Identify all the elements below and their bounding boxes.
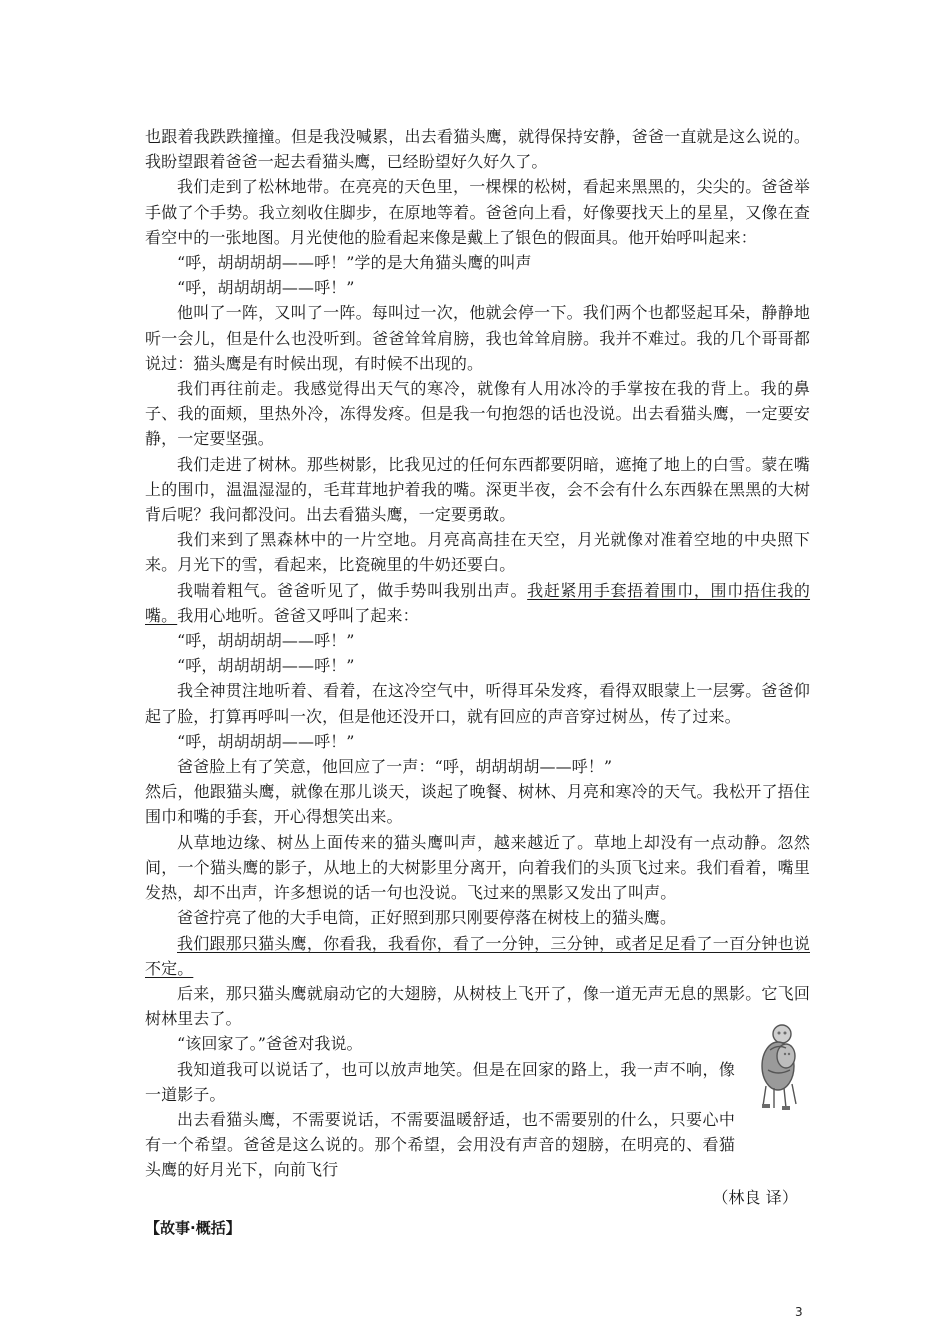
paragraph: 爸爸拧亮了他的大手电筒，正好照到那只刚要停落在树枝上的猫头鹰。 [177, 908, 677, 928]
paragraph: 我们再往前走。我感觉得出天气的寒冷，就像有人用冰冷的手掌按在我的背上。我的鼻子、我的面颊，里热外冷，冻得发疼。但是我一句抱怨的话也没说。出去看猫头鹰，一定要安静，一定要坚强。 [145, 379, 810, 449]
translator-credit: （林良 译） [712, 1187, 798, 1207]
paragraph: “呼，胡胡胡胡——呼！” [177, 278, 355, 298]
paragraph: “呼，胡胡胡胡——呼！” [177, 656, 355, 676]
paragraph: 他叫了一阵，又叫了一阵。每叫过一次，他就会停一下。我们两个也都竖起耳朵，静静地听一会儿，但是什么也没听到。爸爸耸耸肩膀，我也耸耸肩膀。我并不难过。我的几个哥哥都说过：猫头鹰是有时候出现，有时候不出现的。 [145, 303, 810, 373]
paragraph: 爸爸脸上有了笑意，他回应了一声：“呼，胡胡胡胡——呼！” [177, 757, 613, 777]
paragraph: 后来，那只猫头鹰就扇动它的大翅膀，从树枝上飞开了，像一道无声无息的黑影。它飞回树林里去了。 [145, 983, 810, 1029]
section-heading: 【故事·概括】 [145, 1218, 241, 1237]
paragraph: 我们来到了黑森林中的一片空地。月亮高高挂在天空，月光就像对准着空地的中央照下来。月光下的雪，看起来，比瓷碗里的牛奶还要白。 [145, 530, 810, 575]
sentence: 我用心地听。爸爸又呼叫了起来： [177, 605, 419, 625]
paragraph: 我知道我可以说话了，也可以放声地笑。但是在回家的路上，我一声不响，像一道影子。 [145, 1059, 735, 1104]
paragraph: 我们走进了树林。那些树影，比我见过的任何东西都要阴暗，遮掩了地上的白雪。蒙在嘴上的围巾，温温湿湿的，毛茸茸地护着我的嘴。深更半夜，会不会有什么东西躲在黑黑的大树背后呢？我问都没问。出去看猫头鹰，一定要勇敢。 [145, 454, 810, 525]
paragraph: 出去看猫头鹰，不需要说话，不需要温暖舒适，也不需要别的什么，只要心中有一个希望。爸爸是这么说的。那个希望，会用没有声音的翅膀，在明亮的、看猫头鹰的好月光下，向前飞行 [145, 1109, 735, 1180]
paragraph: “呼，胡胡胡胡——呼！” [177, 731, 355, 751]
paragraph: 从草地边缘、树丛上面传来的猫头鹰叫声，越来越近了。草地上却没有一点动静。忽然间，一个猫头鹰的影子，从地上的大树影里分离开，向着我们的头顶飞过来。我们看着，嘴里发热，却不出声，许多想说的话一句也没说。飞过来的黑影又发出了叫声。 [145, 832, 810, 903]
sentence: 我喘着粗气。爸爸听见了，做手势叫我别出声。 [177, 580, 528, 600]
story-text [145, 124, 810, 1240]
paragraph: 然后，他跟猫头鹰，就像在那儿谈天，谈起了晚餐、树林、月亮和寒冷的天气。我松开了捂住围巾和嘴的手套，开心得想笑出来。 [145, 782, 810, 827]
underlined-sentence: 我们跟那只猫头鹰，你看我，我看你，看了一分钟，三分钟，或者足足看了一百分钟也说不定。 [145, 933, 810, 978]
paragraph [145, 578, 810, 628]
paragraph: 也跟着我跌跌撞撞。但是我没喊累，出去看猫头鹰，就得保持安静，爸爸一直就是这么说的。我盼望跟着爸爸一起去看猫头鹰，已经盼望好久好久了。 [145, 127, 810, 172]
paragraph [145, 931, 810, 981]
underlined-sentence: 我赶紧用手套捂着围巾，围巾捂住我的嘴。 [145, 580, 811, 625]
paragraph: “呼，胡胡胡胡——呼！”学的是大角猫头鹰的叫声 [177, 253, 532, 273]
page-number: 3 [795, 1305, 803, 1319]
owl-illustration-icon [752, 1020, 808, 1112]
paragraph: 我全神贯注地听着、看着，在这冷空气中，听得耳朵发疼，看得双眼蒙上一层雾。爸爸仰起了脸，打算再呼叫一次，但是他还没开口，就有回应的声音穿过树丛，传了过来。 [145, 681, 810, 726]
paragraph: “该回家了。”爸爸对我说。 [177, 1034, 363, 1054]
paragraph: 我们走到了松林地带。在亮亮的天色里，一棵棵的松树，看起来黑黑的，尖尖的。爸爸举手做了个手势。我立刻收住脚步，在原地等着。爸爸向上看，好像要找天上的星星，又像在查看空中的一张地图。月光使他的脸看起来像是戴上了银色的假面具。他开始呼叫起来： [145, 177, 810, 247]
paragraph: “呼，胡胡胡胡——呼！” [177, 631, 355, 651]
